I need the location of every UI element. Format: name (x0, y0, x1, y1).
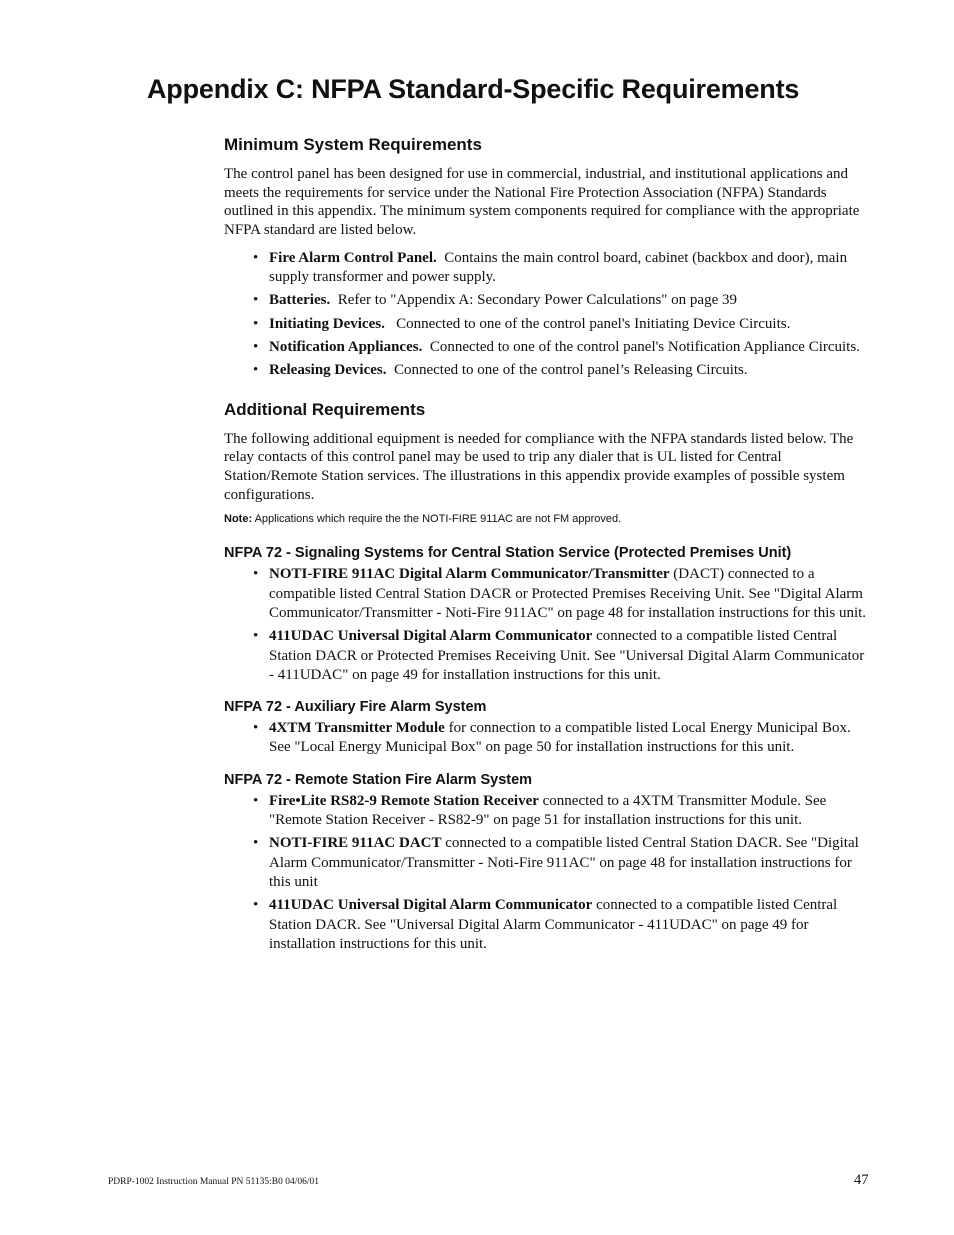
additional-requirements-heading: Additional Requirements (224, 399, 426, 419)
item-term: Notification Appliances. (269, 339, 423, 355)
bullet-icon: • (253, 897, 259, 914)
minimum-requirements-heading: Minimum System Requirements (224, 135, 482, 154)
minimum-requirements-list (224, 249, 870, 381)
note-label: Note: (224, 513, 253, 526)
bullet-icon: • (253, 792, 259, 809)
item-text: Connected to one of the control panel’s Releasing Circuits. (393, 362, 748, 379)
additional-requirements-intro: The following additional equipment is needed for compliance with the NFPA standards listed below. The relay contacts of this control panel may be used to trip any dialer that is UL listed for Central Station/Remote Station services. The illustrations in this appendix provide examples of possible system configurations. (224, 430, 854, 503)
item-term: Fire•Lite RS82-9 Remote Station Receiver (269, 792, 539, 809)
item-text: connected to a 4XTM Transmitter Module. See "Remote Station Receiver - RS82-9" on page 51 for installation instructions for this unit. (269, 792, 827, 829)
list-item (224, 792, 870, 831)
item-text: Connected to one of the control panel's Initiating Device Circuits. (396, 315, 791, 332)
item-text: for connection to a compatible listed Local Energy Municipal Box. See "Local Energy Municipal Box" on page 50 for installation instructions for this unit. (269, 720, 851, 756)
bullet-icon: • (253, 249, 259, 266)
section-heading-auxiliary: NFPA 72 - Auxiliary Fire Alarm System (224, 699, 487, 716)
item-text: connected to a compatible listed Central Station DACR. See "Digital Alarm Communicator/Transmitter - Noti-Fire 911AC" on page 48 for installation instructions for this unit (269, 835, 859, 890)
item-term: NOTI-FIRE 911AC Digital Alarm Communicator/Transmitter (269, 566, 670, 583)
bullet-icon: • (253, 339, 259, 355)
item-term: Fire Alarm Control Panel. (269, 249, 437, 266)
minimum-requirements-intro: The control panel has been designed for use in commercial, industrial, and institutional applications and meets the requirements for service under the National Fire Protection Association (NFPA) Standards outlined in this appendix. The minimum system components required for compliance with the appropriate NFPA standard are listed below. (224, 166, 860, 239)
list-item (224, 315, 870, 334)
list-item (224, 565, 870, 623)
section-heading-remote-station: NFPA 72 - Remote Station Fire Alarm System (224, 771, 533, 788)
item-term: Initiating Devices. (269, 315, 385, 332)
item-text: Contains the main control board, cabinet (backbox and door), main supply transformer and power supply. (269, 249, 848, 286)
item-text: connected to a compatible listed Central Station DACR or Protected Premises Receiving Unit. See "Universal Digital Alarm Communicator - 411UDAC" on page 49 for installation instructions for this unit. (269, 628, 865, 683)
list-item (224, 361, 870, 380)
list-item (224, 249, 870, 288)
remote-station-list (224, 792, 870, 954)
item-text: Refer to "Appendix A: Secondary Power Calculations" on page 39 (337, 292, 737, 309)
list-item (224, 291, 870, 310)
list-item (224, 338, 870, 357)
page-content (224, 135, 870, 954)
list-item (224, 719, 870, 758)
section-heading-central-station: NFPA 72 - Signaling Systems for Central Station Service (Protected Premises Unit) (224, 545, 792, 562)
bullet-icon: • (253, 292, 259, 309)
central-station-list (224, 565, 870, 685)
item-term: 411UDAC Universal Digital Alarm Communicator (269, 897, 593, 914)
auxiliary-list (224, 719, 870, 758)
item-term: Releasing Devices. (269, 362, 387, 379)
item-term: Batteries. (269, 292, 331, 309)
note (224, 512, 870, 526)
page-number: 47 (854, 1172, 869, 1188)
bullet-icon: • (253, 720, 259, 737)
item-term: NOTI-FIRE 911AC DACT (269, 835, 442, 852)
page-title: Appendix C: NFPA Standard-Specific Requirements (147, 74, 800, 104)
bullet-icon: • (253, 315, 259, 332)
bullet-icon: • (253, 835, 259, 852)
list-item (224, 627, 870, 685)
bullet-icon: • (253, 566, 259, 583)
item-term: 4XTM Transmitter Module (269, 720, 445, 737)
bullet-icon: • (253, 628, 259, 645)
item-text: (DACT) connected to a compatible listed Central Station DACR or Protected Premises Receiving Unit. See "Digital Alarm Communicator/Transmitter - Noti-Fire 911AC" on page 48 for installation instructions for this unit. (269, 566, 867, 621)
footer-document-info: PDRP-1002 Instruction Manual PN 51135:B0 04/06/01 (108, 1177, 320, 1187)
item-text: Connected to one of the control panel's Notification Appliance Circuits. (429, 339, 860, 355)
list-item (224, 834, 870, 892)
bullet-icon: • (253, 362, 259, 379)
item-text: connected to a compatible listed Central Station DACR. See "Universal Digital Alarm Communicator - 411UDAC" on page 49 for installation instructions for this unit. (269, 897, 838, 952)
note-text: Applications which require the the NOTI-FIRE 911AC are not FM approved. (254, 513, 622, 526)
list-item (224, 896, 870, 954)
item-term: 411UDAC Universal Digital Alarm Communicator (269, 628, 593, 645)
